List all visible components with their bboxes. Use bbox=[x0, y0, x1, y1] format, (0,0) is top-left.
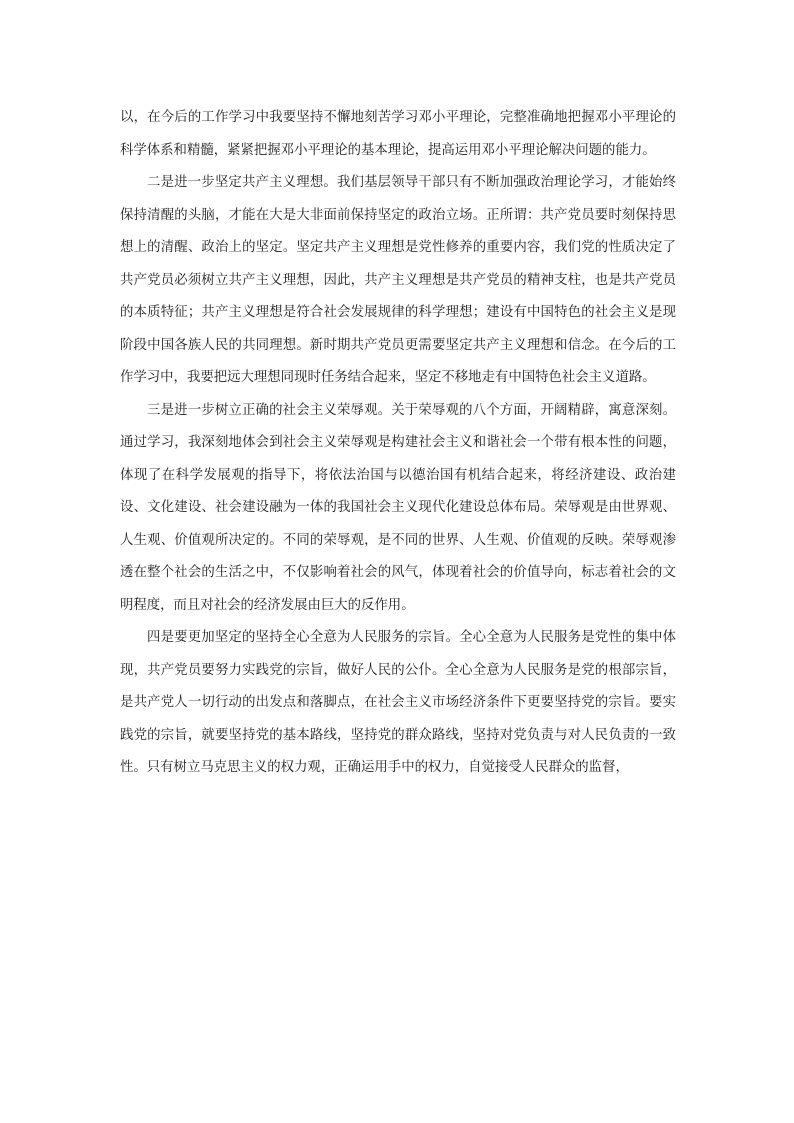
paragraph-continuation: 以，在今后的工作学习中我要坚持不懈地刻苦学习邓小平理论，完整准确地把握邓小平理论的科学体系和精髓，紧紧把握邓小平理论的基本理论，提高运用邓小平理论解决问题的能力。 bbox=[120, 110, 676, 158]
paragraph-communist-ideal: 二是进一步坚定共产主义理想。我们基层领导干部只有不断加强政治理论学习，才能始终保持清醒的头脑，才能在大是大非面前保持坚定的政治立场。正所谓：共产党员要时刻保持思想上的清醒、政治上的坚定。坚定共产主义理想是党性修养的重要内容，我们党的性质决定了共产党员必须树立共产主义理想，因此，共产主义理想是共产党员的精神支柱，也是共产党员的本质特征；共产主义理想是符合社会发展规律的科学理想；建设有中国特色的社会主义是现阶段中国各族人民的共同理想。新时期共产党员更需要坚定共产主义理想和信念。在今后的工作学习中，我要把远大理想同现时任务结合起来，坚定不移地走有中国特色社会主义道路。 bbox=[120, 175, 676, 385]
paragraph-serve-people: 四是要更加坚定的坚持全心全意为人民服务的宗旨。全心全意为人民服务是党性的集中体现，共产党员要努力实践党的宗旨，做好人民的公仆。全心全意为人民服务是党的根部宗旨，是共产党人一切行动的出发点和落脚点，在社会主义市场经济条件下更要坚持党的宗旨。要实践党的宗旨，就要坚持党的基本路线，坚持党的群众路线，坚持对党负责与对人民负责的一致性。只有树立马克思主义的权力观，正确运用手中的权力，自觉接受人民群众的监督， bbox=[120, 630, 676, 775]
body-text bbox=[120, 102, 676, 785]
paragraph-honor-disgrace: 三是进一步树立正确的社会主义荣辱观。关于荣辱观的八个方面，开阔精辟，寓意深刻。通过学习，我深刻地体会到社会主义荣辱观是构建社会主义和谐社会一个带有根本性的问题，体现了在科学发展观的指导下，将依法治国与以德治国有机结合起来，将经济建设、政治建设、文化建设、社会建设融为一体的我国社会主义现代化建设总体布局。荣辱观是由世界观、人生观、价值观所决定的。不同的荣辱观，是不同的世界、人生观、价值观的反映。荣辱观渗透在整个社会的生活之中，不仅影响着社会的风气，体现着社会的价值导向，标志着社会的文明程度，而且对社会的经济发展由巨大的反作用。 bbox=[120, 402, 676, 613]
